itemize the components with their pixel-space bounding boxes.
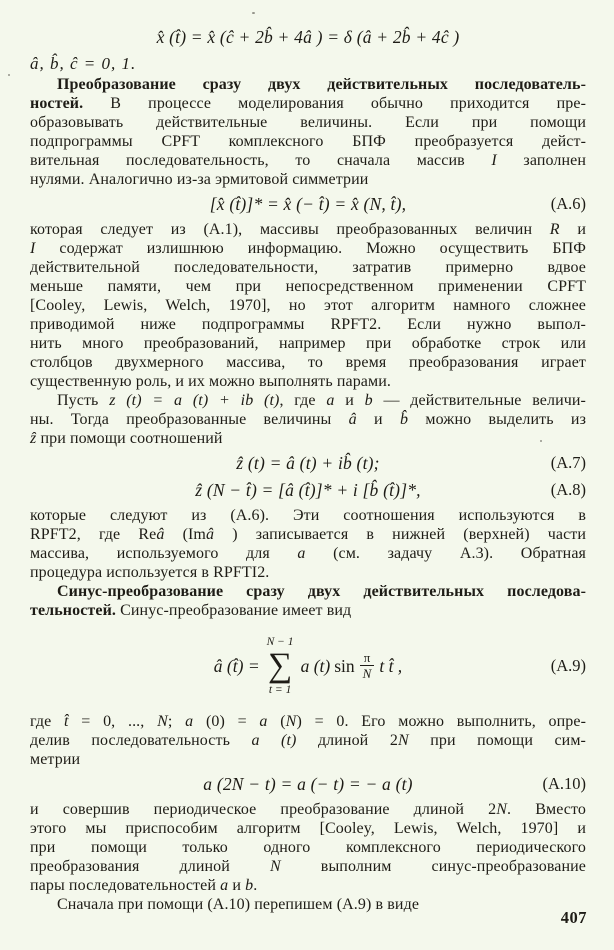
text-segment: â [348,411,375,428]
text-segment: столбцов двухмерного массива, то время преобразования играет [30,354,586,371]
text-segment: массива, используемого для [30,545,298,562]
text-segment: (0) = [205,713,260,730]
text-line [30,895,586,914]
paragraph [30,506,586,582]
text-line [30,563,586,582]
text-line [30,75,586,94]
text-line [30,315,586,334]
text-segment: заполнен [523,152,586,169]
text-segment: пары последовательностей [30,877,221,894]
text-segment: a [297,545,334,562]
page-number: 407 [560,908,587,927]
text-line [30,750,586,769]
text-segment: b̂ [399,411,426,428]
text-line [30,239,586,258]
text-segment: [Cooley, Lewis, Welch, 1970], но этот алгоритм намного сложнее [30,297,586,314]
text-segment: этого мы приспособим алгоритм [Cooley, Lewis, Welch, 1970] и [30,820,586,837]
text-line [30,94,586,113]
paragraph [30,220,586,391]
text-segment: — действительные величи- [383,392,586,409]
text-segment: N [269,858,321,875]
text-segment: RPFT2, где Re [30,526,157,543]
scan-speck [252,12,255,14]
text-segment: t̂ [64,713,82,730]
text-segment: ) записывается в нижней (верхней) части [232,526,587,543]
text-segment: где [30,713,65,730]
text-segment: a [326,392,346,409]
text-segment: , где [279,392,327,409]
text-segment: при помощи соотношений [40,430,223,447]
text-segment: тельностей. [30,602,121,619]
text-line [30,712,586,731]
text-line [30,170,586,189]
text-line [30,876,586,895]
text-segment: . Вместо [507,801,586,818]
text-segment: I [30,240,60,257]
fraction [360,651,375,681]
text-line [30,800,586,819]
paragraph [30,582,586,620]
text-line [30,132,586,151]
fraction-numerator: π [363,650,371,665]
equation-body: ẑ (t) = â (t) + ib̂ (t); [236,452,380,473]
text-line [30,544,586,563]
sum-lower-limit: t = 1 [268,684,292,696]
display-equation [30,193,586,215]
text-segment: можно выделить из [425,411,587,428]
text-segment: делив последовательность [30,732,252,749]
text-segment: при помощи только одного комплексного периодического [30,839,586,856]
text-line [30,258,586,277]
text-segment: длиной 2 [317,732,398,749]
text-line [30,429,586,448]
display-equation [30,26,586,48]
text-segment: ностей. [30,95,111,112]
text-segment: существенную роль, и их можно выполнять парами. [30,373,391,390]
text-segment: нить много преобразований, например при обработке строк или [30,335,586,352]
equation-number: (А.10) [542,774,586,793]
text-line [30,582,586,601]
text-segment: Сначала при помощи (А.10) перепишем (А.9) в виде [57,896,420,913]
text-segment: Пусть [57,392,110,409]
text-line [30,857,586,876]
text-line [30,353,586,372]
text-segment: b [245,877,254,894]
text-segment: ( [280,713,286,730]
text-segment: образовывать действительные величины. Если при помощи [30,114,586,131]
text-segment: Преобразование сразу двух действительных последователь- [57,76,586,93]
fraction-denominator: N [360,665,375,681]
variables-line: â, b̂, ĉ = 0, 1. [30,54,137,73]
equation-body: x̂ (t̂) = x̂ (ĉ + 2b̂ + 4â ) = δ (â + 2b̂ + 4ĉ ) [156,26,460,47]
sum-rhs-term: t t̂ , [379,655,403,676]
sigma-glyph: ∑ [267,647,293,684]
text-line [30,506,586,525]
text-segment: приводимой ниже подпрограммы RPFT2. Если нужно выпол- [30,316,586,333]
text-segment: (см. задачу А.3). Обратная [333,545,586,562]
text-line [30,838,586,857]
equation-number: (А.8) [550,480,586,499]
text-segment: В процессе моделирования обычно приходится пре- [110,95,586,112]
text-segment: и [374,411,400,428]
equation-body: [x̂ (t̂)]* = x̂ (− t̂) = x̂ (N, t̂), [209,193,407,214]
text-line [30,334,586,353]
text-segment: ны. Тогда преобразованные величины [30,411,349,428]
text-segment: = 0, ..., [81,713,158,730]
page-body [30,26,586,914]
display-equation [30,452,586,474]
text-segment: процедура используется в RPFTI2. [30,564,270,581]
text-segment: N [157,713,168,730]
text-segment: N [285,713,297,730]
paragraph [30,75,586,189]
text-segment: ; [167,713,186,730]
text-line [30,410,586,429]
text-segment: a (t) [251,732,318,749]
text-line [30,819,586,838]
text-segment: и [345,392,365,409]
text-segment: и [232,877,246,894]
equation-body: ẑ (N − t̂) = [â (t̂)]* + i [b̂ (t̂)]*, [195,479,421,500]
text-line [30,391,586,410]
paragraph [30,712,586,769]
text-segment: a [259,713,281,730]
text-segment: при помощи сим- [430,732,586,749]
equation-body: a (2N − t) = a (− t) = − a (t) [203,773,413,794]
text-segment: действительной последовательности, затратив примерно вдвое [30,259,586,276]
text-line [30,151,586,170]
scan-speck [8,74,10,76]
text-segment: â [205,526,233,543]
text-segment: N [397,732,431,749]
text-segment: которая следует из (А.1), массивы преобразованных величин [30,221,550,238]
paragraph [30,391,586,448]
text-segment: z (t) = a (t) + ib (t) [109,392,280,409]
text-segment: вительная последовательность, то сначала массив [30,152,492,169]
equation-body [214,636,402,696]
text-segment: содержат излишнюю информацию. Можно осуществить БПФ [59,240,587,257]
text-segment: Синус-преобразование имеет вид [120,602,352,619]
text-segment: выполним синус-преобразование [320,858,586,875]
sigma-stack [267,636,294,696]
equation-number: (А.6) [550,194,586,213]
sum-lhs: â (t̂) = [213,655,260,676]
display-equation [30,479,586,501]
text-segment: I [491,152,524,169]
text-segment: и [577,221,586,238]
text-segment: a [220,877,233,894]
text-segment: R [549,221,578,238]
equation-number: (А.9) [550,656,586,675]
paragraph [30,800,586,895]
equation-number: (А.7) [550,453,586,472]
text-segment: ẑ [30,430,41,447]
text-segment: подпрограммы CPFT комплексного БПФ преобразуется дейст- [30,133,586,150]
text-line [30,296,586,315]
text-segment: (Im [182,526,206,543]
text-segment: и совершив периодическое преобразование длиной 2 [30,801,497,818]
text-segment: нулями. Аналогично из-за эрмитовой симметрии [30,171,369,188]
text-segment: ) = 0. Его можно выполнить, опре- [296,713,587,730]
text-line [30,113,586,132]
text-segment: . [253,877,258,894]
text-segment: которые следуют из (А.6). Эти соотношения используются в [30,507,586,524]
text-segment: N [496,801,508,818]
text-segment: преобразования длиной [30,858,270,875]
text-segment: меньше памяти, чем при непосредственном применении CPFT [30,278,586,295]
sum-equation [30,622,586,710]
text-line [30,601,586,620]
text-line [30,525,586,544]
text-segment: Синус-преобразование сразу двух действительных последова- [57,583,586,600]
text-line [30,372,586,391]
text-segment: b [364,392,384,409]
scan-speck [540,440,542,442]
text-segment: метрии [30,751,81,768]
sin-operator: sin [334,655,355,676]
text-segment: a [185,713,206,730]
text-line [30,220,586,239]
sum-mid-term: a (t) [300,655,331,676]
sum-upper-limit: N − 1 [266,636,294,648]
text-line [30,731,586,750]
text-line [30,277,586,296]
display-equation [30,773,586,795]
text-segment: â [156,526,183,543]
paragraph [30,895,586,914]
